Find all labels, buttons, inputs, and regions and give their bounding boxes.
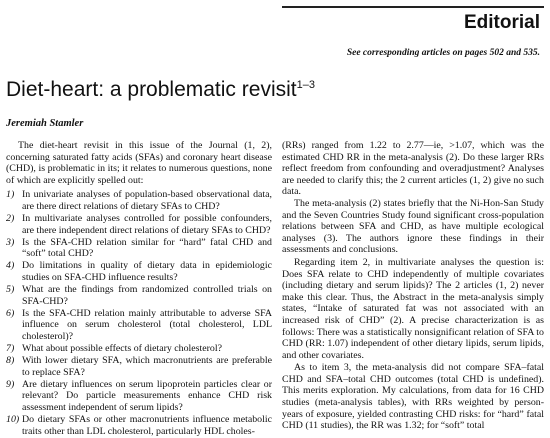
question-text: In multivariate analyses controlled for possible confounders, are there independent direct relations of dietary SFAs to CHD?: [22, 213, 272, 236]
list-item: [6, 237, 272, 260]
title-reference-marks: 1–3: [296, 79, 315, 91]
list-item: [6, 343, 272, 355]
list-item: [6, 284, 272, 307]
question-text: Do dietary SFAs or other macronutrients influence metabolic traits other than LDL cholesterol, particularly HDL choles-: [22, 414, 272, 437]
intro-paragraph: The diet-heart revisit in this issue of the Journal (1, 2), concerning saturated fatty acids (SFAs) and coronary heart disease (CHD), is problematic in its; it relates to numerous questions, none of which are explicitly spelled out:: [6, 140, 272, 186]
question-number: 1): [6, 189, 15, 201]
list-item: [6, 414, 272, 437]
question-list: [6, 189, 272, 437]
question-text: Is the SFA-CHD relation mainly attributable to adverse SFA influence on serum cholesterol (total cholesterol, LDL cholesterol)?: [22, 307, 272, 342]
question-text: With lower dietary SFA, which macronutrients are preferable to replace SFA?: [22, 355, 272, 378]
body-paragraph: The meta-analysis (2) states briefly that the Ni-Hon-San Study and the Seven Countries Study found significant cross-population relations between SFA and CHD, as have multiple ecological analyses (3). The authors ignore these findings in their assessments and conclusions.: [282, 197, 544, 256]
question-number: 9): [6, 378, 15, 390]
question-number: 8): [6, 355, 15, 367]
question-text: Do limitations in quality of dietary data in epidemiologic studies on SFA-CHD influence results?: [22, 260, 272, 284]
list-item: [6, 189, 272, 212]
list-item: [6, 379, 272, 414]
question-text: What about possible effects of dietary cholesterol?: [22, 343, 222, 355]
question-number: 2): [6, 213, 15, 225]
left-column: [6, 140, 272, 438]
question-number: 7): [6, 343, 15, 355]
article-title-text: Diet-heart: a problematic revisit: [6, 78, 297, 101]
list-item: [6, 308, 272, 343]
article-title: [6, 78, 315, 102]
list-item: [6, 260, 272, 283]
header-rule: [282, 6, 544, 8]
question-number: 6): [6, 307, 15, 319]
list-item: [6, 355, 272, 378]
corresponding-articles-note: See corresponding articles on pages 502 and 535.: [346, 48, 540, 58]
question-text: Is the SFA-CHD relation similar for “hard” fatal CHD and “soft” total CHD?: [22, 236, 272, 260]
right-column: [282, 140, 544, 432]
question-text: Are dietary influences on serum lipoprotein particles clear or relevant? Do particle measurements enhance CHD risk assessment independent of serum lipids?: [22, 378, 272, 414]
question-number: 4): [6, 260, 15, 272]
question-text: In univariate analyses of population-based observational data, are there direct relations of dietary SFAs to CHD?: [22, 189, 272, 212]
question-text: What are the findings from randomized controlled trials on SFA-CHD?: [22, 284, 272, 307]
question-number: 5): [6, 284, 15, 296]
list-item: [6, 213, 272, 236]
question-number: 3): [6, 236, 15, 248]
body-paragraph: Regarding item 2, in multivariate analyses the question is: Does SFA relate to CHD independently of multiple covariates (including dietary and serum lipids)? The 2 articles (1, 2) never make this clear. Thus, the Abstract in the meta-analysis simply states, “Intake of saturated fat was not associated with an increased risk of CHD” (2). A precise characterization is as follows: There was a statistically nonsignificant relation of SFA to CHD (RR: 1.07) independent of other dietary lipids, serum lipids, and other covariates.: [282, 256, 544, 361]
body-paragraph: As to item 3, the meta-analysis did not compare SFA–fatal CHD and SFA–total CHD outcomes (total CHD is undefined). This merits exploration. My calculations, from data for 16 CHD studies (meta-analysis tables), with RRs weighted by person-years of exposure, yielded contrasting CHD risks: for “hard” fatal CHD (11 studies), the RR was 1.32; for “soft” total: [282, 362, 544, 432]
question-number: 10): [6, 414, 20, 426]
section-label: Editorial: [463, 12, 540, 33]
author-name: Jeremiah Stamler: [6, 118, 84, 129]
continued-paragraph: (RRs) ranged from 1.22 to 2.77—ie, >1.07, which was the estimated CHD RR in the meta-analysis (2). Do these larger RRs reflect freedom from confounding and overadjustment? Analyses are needed to clarify this; the 2 current articles (1, 2) give no such data.: [282, 140, 544, 198]
